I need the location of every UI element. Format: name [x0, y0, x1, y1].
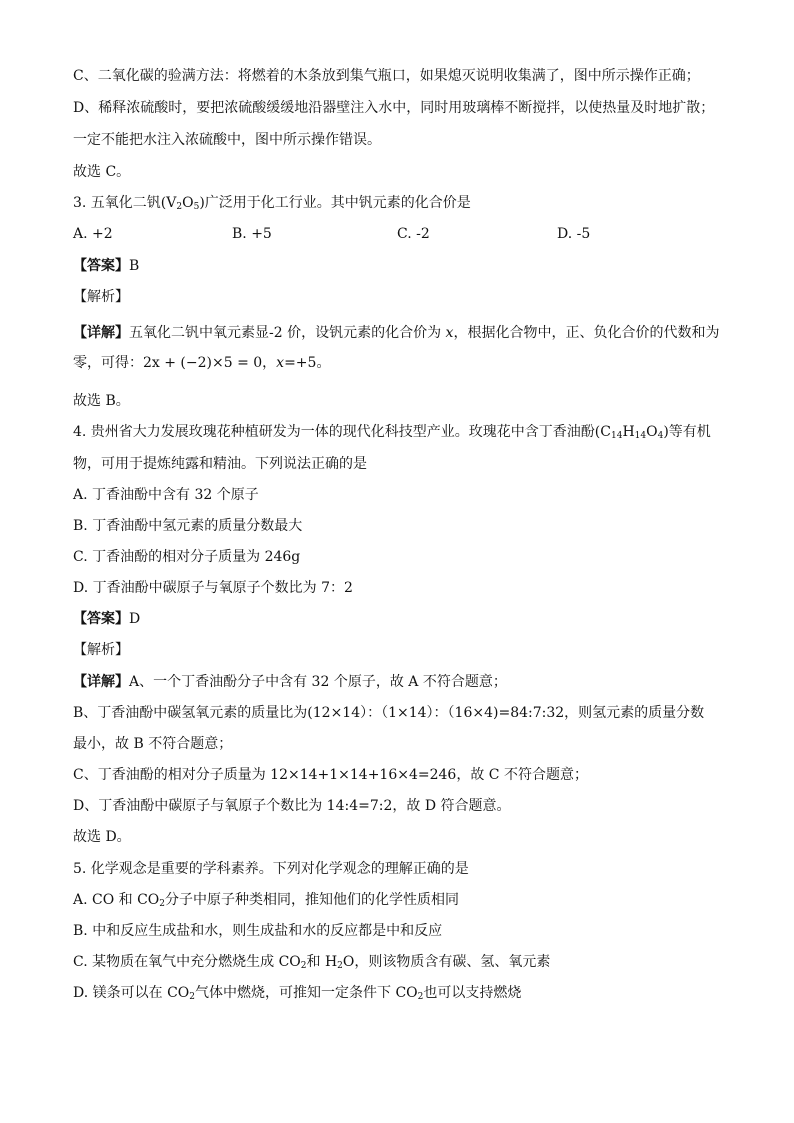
q5-option-a: A. CO 和 $CO_2$分子中原子种类相同，推知他们的化学性质相同 — [73, 892, 460, 909]
prev-solution-c: C、二氧化碳的验满方法：将燃着的木条放到集气瓶口，如果熄灭说明收集满了，图中所示操作正确； — [73, 68, 700, 84]
q3-option-a: A. +2 — [73, 226, 113, 242]
prev-solution-choose: 故选 C。 — [73, 164, 131, 180]
q5-option-d: D. 镁条可以在 $CO_2$气体中燃烧，可推知一定条件下 $CO_2$也可以支持燃烧 — [73, 985, 522, 1002]
q5-option-c: C. 某物质在氧气中充分燃烧生成 $CO_2$和 $H_2O$，则该物质含有碳、氢、氧元素 — [73, 954, 551, 971]
q4-stem-line2: 物，可用于提炼纯露和精油。下列说法正确的是 — [73, 456, 367, 472]
q5-stem: 5. 化学观念是重要的学科素养。下列对化学观念的理解正确的是 — [73, 861, 469, 877]
prev-solution-d-line1: D、稀释浓硫酸时，要把浓硫酸缓缓地沿器壁注入水中，同时用玻璃棒不断搅拌，以使热量及时地扩散； — [73, 100, 715, 116]
q4-option-b: B. 丁香油酚中氢元素的质量分数最大 — [73, 518, 303, 534]
q4-analysis-heading: 【解析】 — [73, 642, 129, 658]
q3-option-c: C. -2 — [397, 226, 430, 242]
q5-option-b: B. 中和反应生成盐和水，则生成盐和水的反应都是中和反应 — [73, 923, 443, 939]
q3-option-d: D. -5 — [557, 226, 591, 242]
q4-detail-b-line2: 最小，故 B 不符合题意； — [73, 736, 233, 752]
q4-detail-b-line1: B、丁香油酚中碳氢氧元素的质量比为(12×14）：（1×14）：（16×4)=84:7:32，则氢元素的质量分数 — [73, 705, 705, 721]
q3-choose: 故选 B。 — [73, 393, 130, 409]
q4-detail-d: D、丁香油酚中碳原子与氧原子个数比为 14:4=7:2，故 D 符合题意。 — [73, 798, 511, 814]
q4-stem-line1: 4. 贵州省大力发展玫瑰花种植研发为一体的现代化科技型产业。玫瑰花中含丁香油酚$(C_{14}H_{14}O_4)$等有机 — [73, 424, 711, 441]
q3-stem: 3. 五氧化二钒$(V_2O_5)$广泛用于化工行业。其中钒元素的化合价是 — [73, 195, 471, 212]
q4-answer: 【答案】D — [73, 611, 141, 627]
q4-detail-c: C、丁香油酚的相对分子质量为 12×14+1×14+16×4=246，故 C 不符合题意； — [73, 767, 588, 783]
q4-option-d: D. 丁香油酚中碳原子与氧原子个数比为 7：2 — [73, 580, 353, 596]
q4-option-c: C. 丁香油酚的相对分子质量为 246g — [73, 549, 301, 565]
q4-detail-a: 【详解】A、一个丁香油酚分子中含有 32 个原子，故 A 不符合题意； — [73, 674, 507, 690]
q4-option-a: A. 丁香油酚中含有 32 个原子 — [73, 487, 259, 503]
q4-choose: 故选 D。 — [73, 829, 131, 845]
q3-analysis-heading: 【解析】 — [73, 289, 129, 305]
q3-option-b: B. +5 — [232, 226, 272, 242]
q3-equation: 2x + (−2)×5 = 0 — [143, 355, 263, 371]
q3-answer: 【答案】B — [73, 258, 140, 274]
prev-solution-d-line2: 一定不能把水注入浓硫酸中，图中所示操作错误。 — [73, 132, 381, 148]
q3-detail: 【详解】五氧化二钒中氧元素显-2 价，设钒元素的化合价为 x，根据化合物中，正、负化合价的代数和为零，可得：2x + (−2)×5 = 0，x=+5。 — [73, 325, 720, 371]
